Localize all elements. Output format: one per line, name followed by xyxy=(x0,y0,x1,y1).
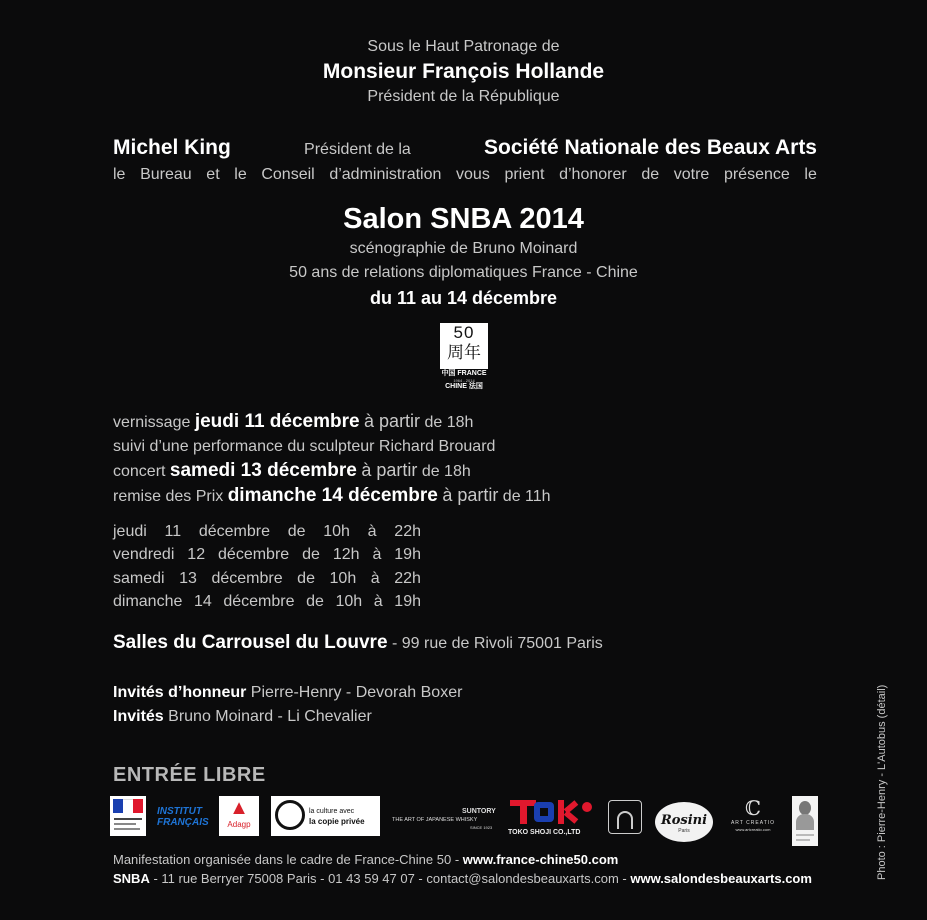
guests xyxy=(113,708,372,726)
institut-francais-text: INSTITUT FRANÇAIS xyxy=(157,806,209,828)
hours-word: à xyxy=(370,570,380,587)
patron-name: Monsieur François Hollande xyxy=(322,60,605,83)
invitation-word: et xyxy=(206,166,220,183)
invitation-word: votre xyxy=(673,166,710,183)
hours-word: 11 xyxy=(164,523,182,540)
hours-word: de xyxy=(287,523,306,540)
event-from: à partir xyxy=(442,485,499,505)
suntory-logo xyxy=(392,808,498,830)
invitation-host-line xyxy=(113,136,817,160)
footer-organisation-line xyxy=(113,852,618,867)
art-creatio-text: ART CREATIO xyxy=(730,820,776,826)
art-creatio-mark-icon: ℂ xyxy=(745,796,761,820)
france-chine-link[interactable]: www.france-chine50.com xyxy=(462,852,619,867)
invitation-word: le xyxy=(113,166,126,183)
guests-label: Invités xyxy=(113,708,164,725)
invitation-word: Conseil xyxy=(261,166,315,183)
event-day: dimanche 14 décembre xyxy=(227,485,438,506)
invitation-word: de xyxy=(641,166,660,183)
event-time: de 11h xyxy=(502,488,551,505)
footer-org: SNBA xyxy=(113,871,150,886)
copie-privee-logo xyxy=(271,796,380,836)
hours-word: 22h xyxy=(394,570,421,587)
france-chine-50-logo xyxy=(437,323,491,391)
invitation-word: prient xyxy=(504,166,545,183)
copie-privee-line2: la copie privée xyxy=(309,817,365,826)
host-role: Président de la xyxy=(304,141,411,158)
republique-francaise-logo xyxy=(110,796,146,836)
arch-icon xyxy=(617,811,633,829)
logo-years: 1964 - 2014 xyxy=(453,378,475,383)
salon-website-link[interactable]: www.salondesbeauxarts.com xyxy=(630,871,812,886)
event-performance xyxy=(113,438,495,456)
scenography-credit: scénographie de Bruno Moinard xyxy=(349,240,578,257)
event-day: samedi 13 décembre xyxy=(169,460,357,481)
hours-word: 22h xyxy=(394,523,421,540)
hours-word: 14 xyxy=(193,593,212,610)
invitation-word: vous xyxy=(456,166,490,183)
art-creatio-logo xyxy=(723,796,783,840)
hours-word: 10h xyxy=(329,570,357,587)
hours-word: de xyxy=(306,593,324,610)
hours-word: dimanche xyxy=(113,593,183,610)
event-label: remise des Prix xyxy=(113,488,224,505)
guests-of-honor xyxy=(113,684,462,702)
hours-word: 13 xyxy=(179,570,197,587)
hours-word: décembre xyxy=(223,593,295,610)
hours-word: à xyxy=(367,523,377,540)
venue-address: - 99 rue de Rivoli 75001 Paris xyxy=(391,635,603,652)
hours-word: 19h xyxy=(394,593,421,610)
event-time: de 18h xyxy=(424,414,474,431)
hours-word: 12 xyxy=(187,546,206,563)
venue-name: Salles du Carrousel du Louvre xyxy=(113,632,388,653)
adagp-text: Adagp xyxy=(227,820,251,829)
logo-number: 50 xyxy=(453,323,475,342)
invitation-word: le xyxy=(234,166,247,183)
hours-word: de xyxy=(302,546,320,563)
suntory-tagline: THE ART OF JAPANESE WHISKY xyxy=(392,817,478,823)
hours-word: à xyxy=(372,546,382,563)
event-from: à partir xyxy=(361,460,418,480)
toko-caption: TOKO SHOJI CO.,LTD xyxy=(508,829,581,836)
portrait-thumbnail xyxy=(792,796,818,846)
hours-row xyxy=(113,570,421,588)
hours-word: vendredi xyxy=(113,546,175,563)
hours-word: samedi xyxy=(113,570,165,587)
rosini-city: Paris xyxy=(678,828,690,834)
footer-line1-text: Manifestation organisée dans le cadre de France-Chine 50 - xyxy=(113,852,463,867)
event-day: jeudi 11 décembre xyxy=(194,411,360,432)
event-vernissage xyxy=(113,411,473,433)
patronage-line: Sous le Haut Patronage de xyxy=(367,38,560,55)
hours-word: décembre xyxy=(198,523,271,540)
event-text: suivi d’une performance du sculpteur Richard Brouard xyxy=(113,438,496,455)
hours-word: à xyxy=(373,593,383,610)
guests-names: Bruno Moinard - Li Chevalier xyxy=(168,708,372,725)
event-label: concert xyxy=(113,463,166,480)
hours-word: 12h xyxy=(332,546,360,563)
footer-contact-line xyxy=(113,871,812,886)
hours-row xyxy=(113,523,421,541)
suntory-brand: SUNTORY xyxy=(462,808,496,815)
invitation-word: d’administration xyxy=(329,166,442,183)
hours-word: décembre xyxy=(218,546,290,563)
event-from: à partir xyxy=(364,411,421,431)
rosini-text: Rosini xyxy=(660,813,708,828)
event-prize xyxy=(113,485,551,507)
footer-line2-text: - 11 rue Berryer 75008 Paris - 01 43 59 47 07 - contact@salondesbeauxarts.com - xyxy=(149,871,631,886)
invitation-word: le xyxy=(804,166,817,183)
event-concert xyxy=(113,460,471,482)
salon-title: Salon SNBA 2014 xyxy=(343,203,584,235)
relations-subtitle: 50 ans de relations diplomatiques France - Chine xyxy=(289,264,638,281)
hours-word: de xyxy=(297,570,315,587)
host-name: Michel King xyxy=(113,136,231,159)
institut-francais-logo xyxy=(157,806,209,828)
toko-shoji-logo xyxy=(508,800,593,840)
hours-row xyxy=(113,546,421,564)
guests-of-honor-label: Invités d’honneur xyxy=(113,684,247,701)
suntory-since: SINCE 1923 xyxy=(470,825,493,830)
copie-privee-mark-icon xyxy=(275,800,305,830)
copie-privee-line1: la culture avec xyxy=(309,808,355,815)
salon-dates: du 11 au 14 décembre xyxy=(369,288,558,308)
hours-word: décembre xyxy=(211,570,283,587)
society-name: Société Nationale des Beaux Arts xyxy=(483,136,817,159)
art-creatio-url: www.artcreatio.com xyxy=(735,827,771,832)
patron-role: Président de la République xyxy=(367,88,560,105)
adagp-logo xyxy=(219,796,259,836)
adagp-mark-icon: ▲ xyxy=(229,797,249,819)
logo-line2: CHINE 法国 xyxy=(445,383,483,390)
photo-credit: Photo : Pierre-Henry - L'Autobus (détail) xyxy=(876,684,888,880)
event-time: de 18h xyxy=(421,463,471,480)
rosini-logo xyxy=(655,802,713,842)
hours-row xyxy=(113,593,421,611)
invitation-text xyxy=(113,166,817,184)
free-entry-heading: ENTRÉE LIBRE xyxy=(113,764,266,786)
hours-word: 10h xyxy=(323,523,350,540)
invitation-word: Bureau xyxy=(140,166,192,183)
hours-word: 10h xyxy=(335,593,363,610)
hours-word: jeudi xyxy=(113,523,147,540)
club-emblem-logo xyxy=(608,800,642,834)
invitation-word: présence xyxy=(723,166,790,183)
hours-word: 19h xyxy=(394,546,421,563)
invitation-word: d’honorer xyxy=(559,166,627,183)
guests-of-honor-names: Pierre-Henry - Devorah Boxer xyxy=(250,684,463,701)
venue xyxy=(113,632,603,654)
event-label: vernissage xyxy=(113,414,191,431)
logo-line1: 中国 FRANCE xyxy=(441,370,487,377)
logo-chars: 周年 xyxy=(447,343,481,363)
